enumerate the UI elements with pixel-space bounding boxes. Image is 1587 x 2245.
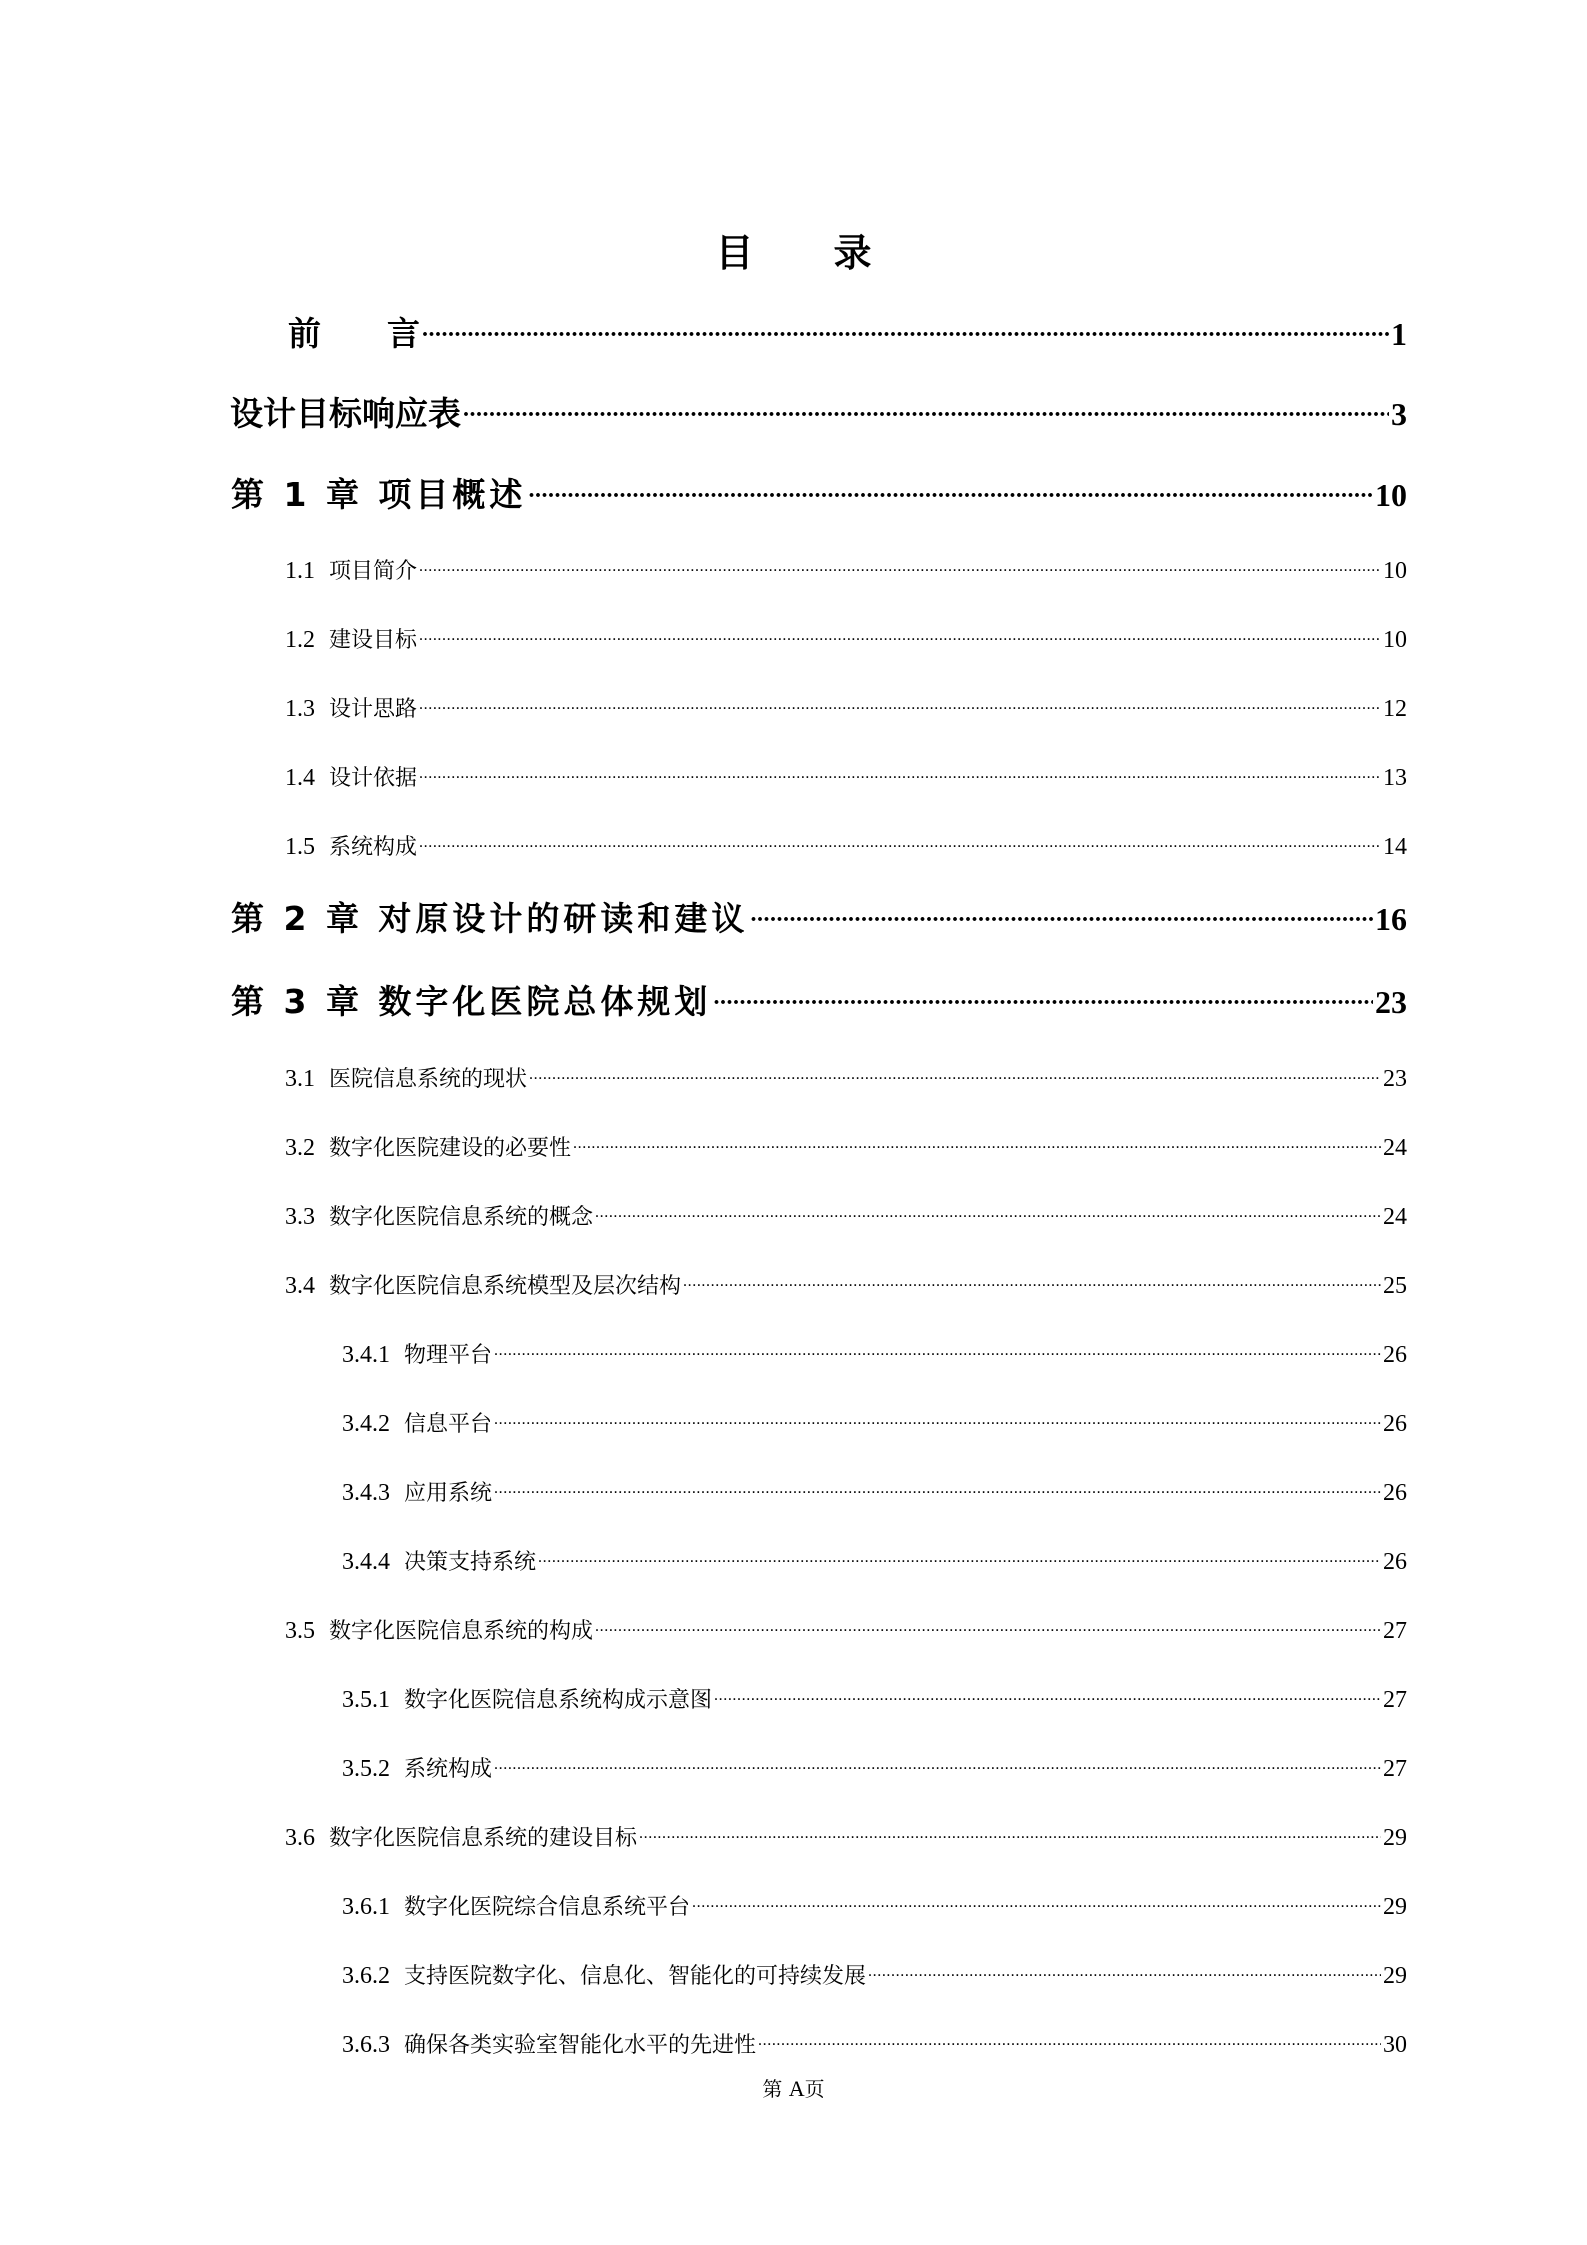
toc-entry-number: 3.2	[285, 1135, 315, 1161]
toc-entry-title: 物理平台	[404, 1343, 493, 1368]
toc-entry[interactable]	[285, 1131, 1407, 1162]
toc-entry-title: 第 1 章 项目概述	[231, 475, 527, 514]
toc-entry-label	[285, 623, 417, 654]
dot-leader	[692, 1892, 1381, 1914]
toc-entry-page: 27	[1383, 1618, 1407, 1644]
toc-entry-title: 系统构成	[329, 835, 418, 860]
dot-leader	[419, 763, 1381, 785]
page-title	[0, 222, 1587, 277]
toc-entry-number: 1.3	[285, 696, 315, 722]
toc-entry-label	[285, 1821, 637, 1852]
toc-entry-label	[285, 1614, 593, 1645]
toc-entry[interactable]	[342, 1683, 1407, 1714]
toc-entry-title: 医院信息系统的现状	[329, 1067, 528, 1092]
dot-leader	[494, 1340, 1381, 1362]
toc-entry-title: 建设目标	[329, 628, 418, 653]
toc-entry-label	[342, 1545, 536, 1576]
toc-entry-page: 24	[1383, 1204, 1407, 1230]
toc-entry[interactable]	[342, 2028, 1407, 2059]
toc-entry-title: 数字化医院信息系统的建设目标	[329, 1826, 638, 1851]
toc-entry-title: 数字化医院综合信息系统平台	[404, 1895, 691, 1920]
toc-entry-label	[285, 1062, 527, 1093]
toc-entry[interactable]	[231, 893, 1407, 940]
dot-leader	[494, 1478, 1381, 1500]
dot-leader	[419, 625, 1381, 647]
toc-entry-title: 项目简介	[329, 559, 418, 584]
dot-leader	[494, 1754, 1381, 1776]
toc-entry-number: 3.1	[285, 1066, 315, 1092]
toc-entry[interactable]	[342, 1476, 1407, 1507]
toc-entry-page: 30	[1383, 2032, 1407, 2058]
dot-leader	[758, 2030, 1381, 2052]
toc-entry-label	[231, 976, 711, 1023]
toc-entry-label	[342, 2028, 756, 2059]
toc-entry-title: 第 3 章 数字化医院总体规划	[231, 982, 712, 1021]
toc-entry-title: 设计思路	[329, 697, 418, 722]
toc-entry-number: 3.6.1	[342, 1894, 390, 1920]
toc-entry-page: 26	[1383, 1342, 1407, 1368]
dot-leader	[419, 694, 1381, 716]
toc-entry-page: 14	[1383, 834, 1407, 860]
toc-entry[interactable]	[285, 761, 1407, 792]
toc-entry-label	[342, 1959, 866, 1990]
toc-entry-title: 设计目标响应表	[230, 394, 461, 433]
dot-leader	[713, 980, 1373, 1013]
dot-leader	[422, 312, 1389, 345]
dot-leader	[714, 1685, 1381, 1707]
toc-entry-title: 数字化医院信息系统构成示意图	[404, 1688, 713, 1713]
toc-entry-page: 10	[1383, 558, 1407, 584]
toc-entry-page: 13	[1383, 765, 1407, 791]
dot-leader	[419, 832, 1381, 854]
toc-entry-label	[342, 1890, 690, 1921]
toc-entry-page: 10	[1383, 627, 1407, 653]
toc-entry-number: 3.6.2	[342, 1963, 390, 1989]
toc-entry-title: 支持医院数字化、信息化、智能化的可持续发展	[404, 1964, 867, 1989]
dot-leader	[573, 1133, 1381, 1155]
toc-entry-number: 3.5.1	[342, 1687, 390, 1713]
dot-leader	[494, 1409, 1381, 1431]
toc-entry-number: 3.5	[285, 1618, 315, 1644]
toc-entry[interactable]	[285, 554, 1407, 585]
toc-entry[interactable]	[285, 1062, 1407, 1093]
toc-entry[interactable]	[288, 308, 1407, 355]
toc-entry-page: 29	[1383, 1963, 1407, 1989]
toc-entry-page: 27	[1383, 1687, 1407, 1713]
toc-entry-number: 1.5	[285, 834, 315, 860]
toc-entry-number: 3.5.2	[342, 1756, 390, 1782]
toc-entry-title: 信息平台	[404, 1412, 493, 1437]
toc-entry-page: 27	[1383, 1756, 1407, 1782]
toc-entry-label	[342, 1407, 492, 1438]
toc-entry-title: 决策支持系统	[404, 1550, 537, 1575]
footer-page-number: A	[788, 2076, 805, 2101]
toc-entry[interactable]	[285, 1269, 1407, 1300]
toc-entry-title: 系统构成	[404, 1757, 493, 1782]
toc-entry-label	[285, 1200, 593, 1231]
toc-entry-label	[342, 1476, 492, 1507]
toc-entry-page: 25	[1383, 1273, 1407, 1299]
dot-leader	[750, 897, 1373, 930]
toc-entry-number: 3.6	[285, 1825, 315, 1851]
toc-entry-label	[285, 554, 417, 585]
dot-leader	[529, 1064, 1381, 1086]
toc-entry-title: 数字化医院信息系统的概念	[329, 1205, 594, 1230]
toc-entry-page: 23	[1383, 1066, 1407, 1092]
toc-entry-number: 1.2	[285, 627, 315, 653]
toc-entry-title: 数字化医院建设的必要性	[329, 1136, 572, 1161]
dot-leader	[868, 1961, 1381, 1983]
toc-entry[interactable]	[342, 1407, 1407, 1438]
toc-entry-label	[285, 761, 417, 792]
toc-entry-number: 3.4.1	[342, 1342, 390, 1368]
toc-entry-page: 26	[1383, 1411, 1407, 1437]
toc-entry[interactable]	[285, 692, 1407, 723]
dot-leader	[538, 1547, 1381, 1569]
title-char-2: 录	[833, 231, 872, 275]
toc-entry-title: 第 2 章 对原设计的研读和建议	[231, 899, 749, 938]
toc-entry[interactable]	[285, 1200, 1407, 1231]
toc-entry[interactable]	[285, 623, 1407, 654]
toc-entry-page: 26	[1383, 1480, 1407, 1506]
toc-entry-label	[231, 469, 526, 516]
toc-entry[interactable]	[231, 976, 1407, 1023]
toc-entry-page: 23	[1375, 984, 1407, 1020]
dot-leader	[595, 1202, 1381, 1224]
toc-entry-page: 26	[1383, 1549, 1407, 1575]
toc-entry-label	[285, 830, 417, 861]
toc-entry-page: 10	[1375, 477, 1407, 513]
toc-entry-label	[342, 1338, 492, 1369]
dot-leader	[683, 1271, 1381, 1293]
toc-entry-label	[230, 388, 461, 435]
toc-entry-number: 3.4.2	[342, 1411, 390, 1437]
footer-suffix: 页	[804, 2077, 825, 2101]
toc-entry[interactable]	[342, 1890, 1407, 1921]
toc-entry-title: 确保各类实验室智能化水平的先进性	[404, 2033, 757, 2058]
toc-entry-number: 1.4	[285, 765, 315, 791]
dot-leader	[419, 556, 1381, 578]
toc-entry[interactable]	[230, 388, 1407, 435]
toc-entry-title: 前 言	[288, 314, 420, 353]
toc-entry-label	[231, 893, 748, 940]
toc-entry[interactable]	[342, 1545, 1407, 1576]
toc-entry-title: 数字化医院信息系统模型及层次结构	[329, 1274, 682, 1299]
dot-leader	[463, 392, 1389, 425]
toc-entry-title: 数字化医院信息系统的构成	[329, 1619, 594, 1644]
dot-leader	[595, 1616, 1381, 1638]
toc-entry-page: 3	[1391, 396, 1407, 432]
toc-entry-page: 24	[1383, 1135, 1407, 1161]
toc-entry-label	[342, 1752, 492, 1783]
toc-entry[interactable]	[231, 469, 1407, 516]
toc-entry-label	[285, 692, 417, 723]
toc-entry-page: 1	[1391, 316, 1407, 352]
dot-leader	[639, 1823, 1381, 1845]
dot-leader	[528, 473, 1373, 506]
toc-entry-number: 1.1	[285, 558, 315, 584]
toc-entry[interactable]	[342, 1959, 1407, 1990]
toc-entry-label	[342, 1683, 712, 1714]
toc-entry-page: 12	[1383, 696, 1407, 722]
toc-entry[interactable]	[285, 1614, 1407, 1645]
toc-entry[interactable]	[342, 1338, 1407, 1369]
toc-entry-number: 3.4.4	[342, 1549, 390, 1575]
toc-entry-number: 3.4.3	[342, 1480, 390, 1506]
page-footer	[0, 2073, 1587, 2102]
footer-prefix: 第	[762, 2077, 789, 2101]
toc-entry[interactable]	[285, 1821, 1407, 1852]
toc-entry-number: 3.6.3	[342, 2032, 390, 2058]
toc-entry-title: 应用系统	[404, 1481, 493, 1506]
toc-entry-page: 29	[1383, 1894, 1407, 1920]
toc-entry-number: 3.4	[285, 1273, 315, 1299]
toc-entry-title: 设计依据	[329, 766, 418, 791]
toc-entry[interactable]	[285, 830, 1407, 861]
toc-entry-number: 3.3	[285, 1204, 315, 1230]
title-char-1: 目	[715, 231, 754, 275]
toc-entry-label	[285, 1131, 571, 1162]
toc-entry-label	[288, 308, 420, 355]
toc-entry-page: 16	[1375, 901, 1407, 937]
toc-entry-page: 29	[1383, 1825, 1407, 1851]
toc-entry-label	[285, 1269, 681, 1300]
toc-entry[interactable]	[342, 1752, 1407, 1783]
